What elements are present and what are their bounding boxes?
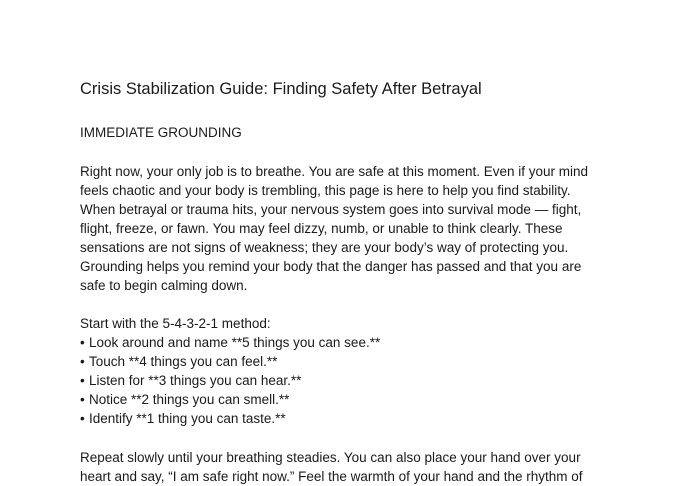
- intro-paragraph: [80, 162, 620, 295]
- list-item-text: Listen for **3 things you can hear.**: [89, 373, 302, 388]
- list-item: [80, 409, 620, 428]
- bullet-icon: •: [80, 354, 85, 369]
- intro-line: sensations are not signs of weakness; they are your body’s way of protecting you.: [80, 240, 569, 255]
- grounding-method: [80, 314, 620, 428]
- intro-line: flight, freeze, or fawn. You may feel dizzy, numb, or unable to think clearly. These: [80, 221, 563, 236]
- closing-line: heart and say, “I am safe right now.” Feel the warmth of your hand and the rhythm of: [80, 469, 583, 484]
- document-page: [80, 78, 620, 486]
- intro-line: When betrayal or trauma hits, your nervous system goes into survival mode — fight,: [80, 202, 582, 217]
- document-title: Crisis Stabilization Guide: Finding Safety After Betrayal: [80, 80, 482, 98]
- method-steps-list: [80, 333, 620, 428]
- list-item: [80, 333, 620, 352]
- bullet-icon: •: [80, 411, 85, 426]
- bullet-icon: •: [80, 392, 85, 407]
- section-heading: IMMEDIATE GROUNDING: [80, 125, 242, 140]
- list-item-text: Notice **2 things you can smell.**: [89, 392, 290, 407]
- intro-line: safe to begin calming down.: [80, 278, 248, 293]
- bullet-icon: •: [80, 335, 85, 350]
- bullet-icon: •: [80, 373, 85, 388]
- list-item: [80, 352, 620, 371]
- list-item-text: Identify **1 thing you can taste.**: [89, 411, 286, 426]
- list-item-text: Touch **4 things you can feel.**: [89, 354, 278, 369]
- list-item: [80, 390, 620, 409]
- closing-paragraph: [80, 448, 620, 486]
- list-item-text: Look around and name **5 things you can see.**: [89, 335, 381, 350]
- method-intro: Start with the 5-4-3-2-1 method:: [80, 316, 271, 331]
- list-item: [80, 371, 620, 390]
- intro-line: Right now, your only job is to breathe. You are safe at this moment. Even if your mind: [80, 164, 589, 179]
- closing-line: Repeat slowly until your breathing steadies. You can also place your hand over your: [80, 450, 581, 465]
- intro-line: feels chaotic and your body is trembling, this page is here to help you find stability.: [80, 183, 571, 198]
- intro-line: Grounding helps you remind your body that the danger has passed and that you are: [80, 259, 582, 274]
